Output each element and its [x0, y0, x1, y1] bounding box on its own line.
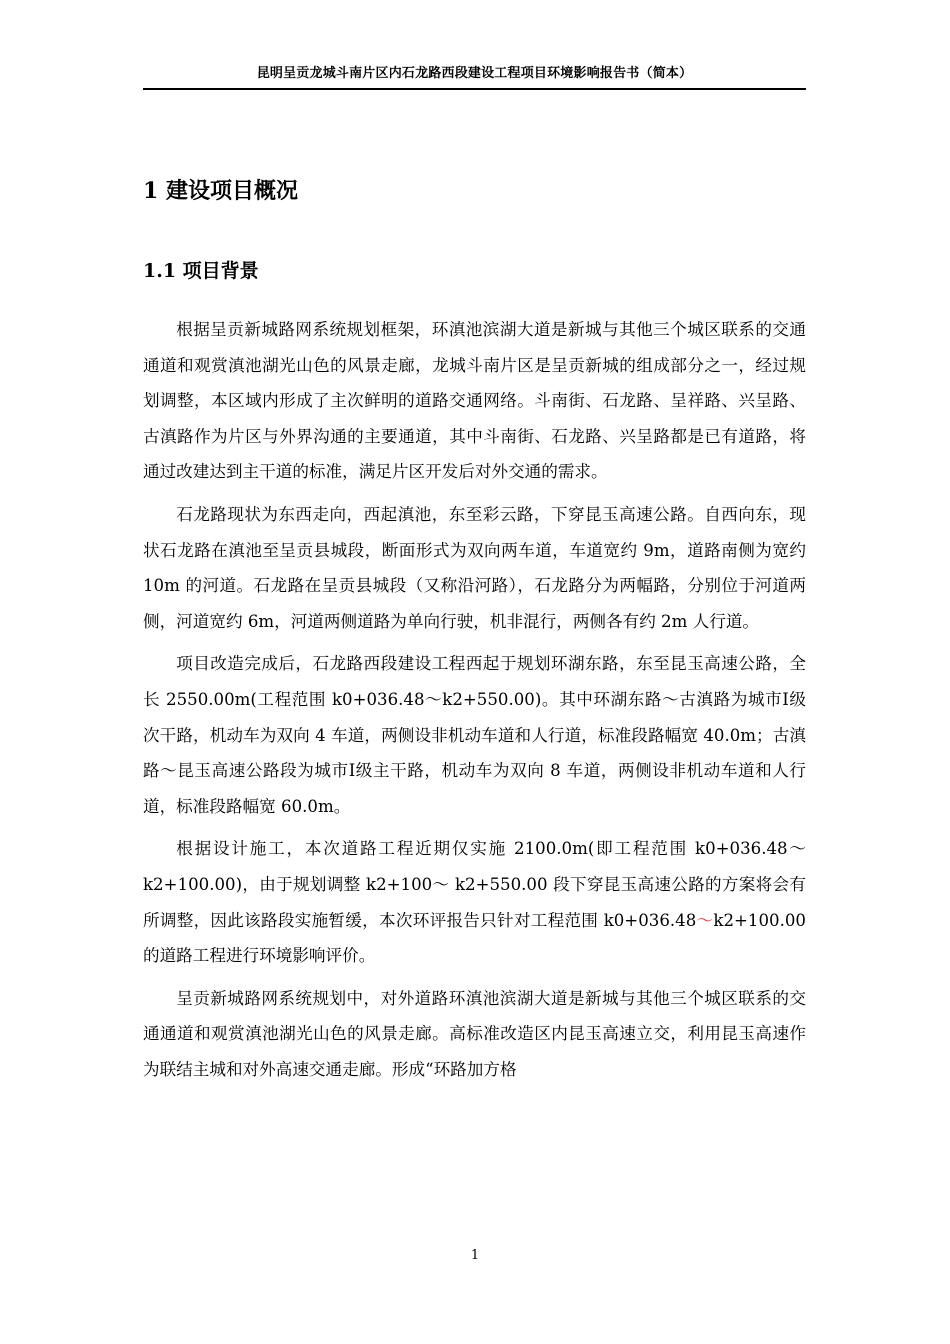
- highlighted-tilde: ～: [696, 910, 714, 930]
- page-header: [143, 62, 806, 90]
- paragraph-road-network: 呈贡新城路网系统规划中，对外道路环滇池滨湖大道是新城与其他三个城区联系的交通通道和观赏滇池湖光山色的风景走廊。高标准改造区内昆玉高速立交，利用昆玉高速作为联结主城和对外高速交通走廊。形成“环路加方格: [143, 988, 806, 1079]
- paragraph-construction-phase: [143, 831, 806, 973]
- document-title: 昆明呈贡龙城斗南片区内石龙路西段建设工程项目环境影响报告书（简本）: [256, 66, 693, 81]
- paragraph-project-scope: 项目改造完成后，石龙路西段建设工程西起于规划环湖东路，东至昆玉高速公路，全长 2550.00m(工程范围 k0+036.48～k2+550.00)。其中环湖东路～古滇路为城市Ⅰ级次干路，机动车为双向 4 车道，两侧设非机动车道和人行道，标准段路幅宽 40.0m；古滇路～昆玉高速公路段为城市Ⅰ级主干路，机动车为双向 8 车道，两侧设非机动车道和人行道，标准段路幅宽 60.0m。: [143, 654, 806, 816]
- body-text: [143, 312, 806, 1094]
- chapter-heading: 1 建设项目概况: [143, 178, 298, 204]
- page-number: 1: [470, 1248, 480, 1263]
- section-heading: 1.1 项目背景: [143, 260, 259, 282]
- paragraph-current-status: 石龙路现状为东西走向，西起滇池，东至彩云路，下穿昆玉高速公路。自西向东，现状石龙路在滇池至呈贡县城段，断面形式为双向两车道，车道宽约 9m，道路南侧为宽约 10m 的河道。石龙路在呈贡县城段（又称沿河路），石龙路分为两幅路，分别位于河道两侧，河道宽约 6m，河道两侧道路为单向行驶，机非混行，两侧各有约 2m 人行道。: [143, 504, 806, 631]
- paragraph-background-planning: 根据呈贡新城路网系统规划框架，环滇池滨湖大道是新城与其他三个城区联系的交通通道和观赏滇池湖光山色的风景走廊，龙城斗南片区是呈贡新城的组成部分之一，经过规划调整，本区域内形成了主次鲜明的道路交通网络。斗南街、石龙路、呈祥路、兴呈路、古滇路作为片区与外界沟通的主要通道，其中斗南街、石龙路、兴呈路都是已有道路，将通过改建达到主干道的标准，满足片区开发后对外交通的需求。: [143, 320, 806, 482]
- paragraph-construction-phase-text: 根据设计施工，本次道路工程近期仅实施 2100.0m(即工程范围 k0+036.48～k2+100.00)，由于规划调整 k2+100～ k2+550.00 段下穿昆玉高速公路的方案将会有所调整，因此该路段实施暂缓，本次环评报告只针对工程范围 k0+036.48: [143, 839, 806, 930]
- paragraph-construction-phase-end: k2+100.00 的道路工程进行环境影响评价。: [143, 910, 806, 966]
